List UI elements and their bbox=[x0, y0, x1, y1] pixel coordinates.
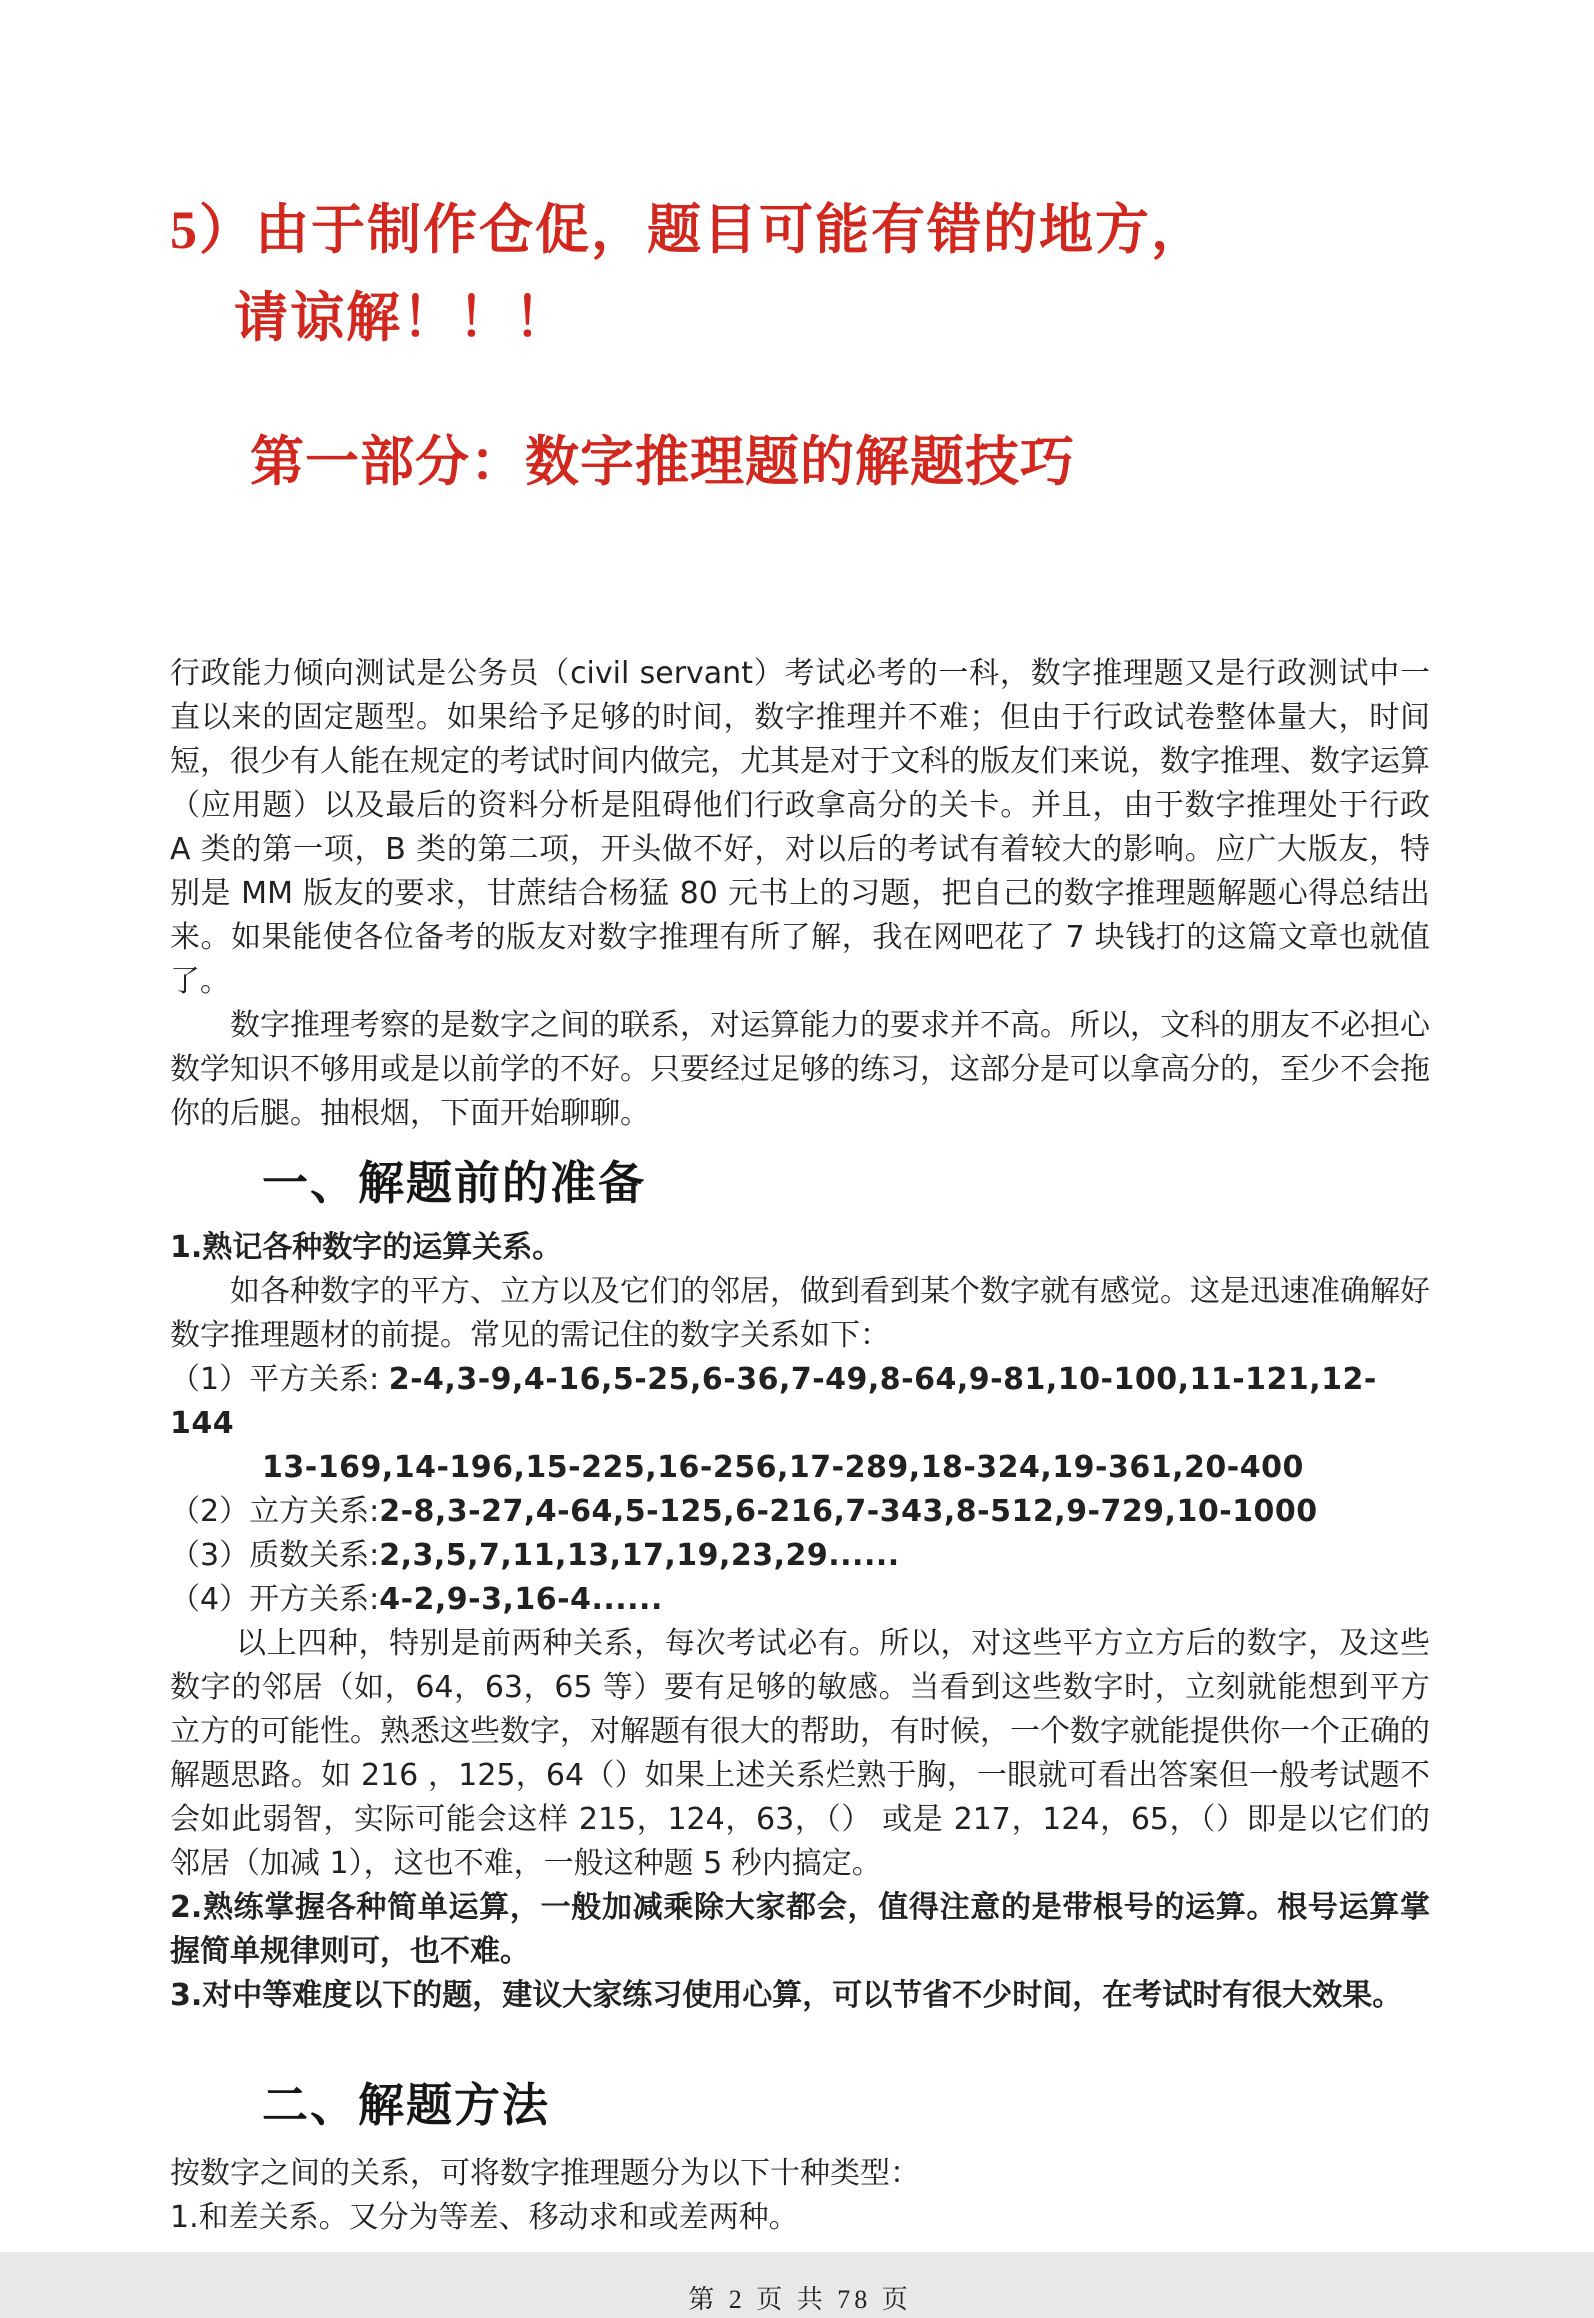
relation-label: （3）质数关系: bbox=[170, 1538, 380, 1573]
intro-paragraph-2: 数字推理考察的是数字之间的联系，对运算能力的要求并不高。所以，文科的朋友不必担心数学知识不够用或是以前学的不好。只要经过足够的练习，这部分是可以拿高分的，至少不会拖你的后腿。抽根烟，下面开始聊聊。 bbox=[170, 1008, 1430, 1131]
relation-label: （4）开方关系: bbox=[170, 1582, 380, 1617]
relation-row-roots bbox=[170, 1578, 1430, 1622]
intro-paragraph-1: 行政能力倾向测试是公务员（civil servant）考试必考的一科，数字推理题又是行政测试中一直以来的固定题型。如果给予足够的时间，数字推理并不难；但由于行政试卷整体量大，时间短，很少有人能在规定的考试时间内做完，尤其是对于文科的版友们来说，数字推理、数字运算（应用题）以及最后的资料分析是阻碍他们行政拿高分的关卡。并且，由于数字推理处于行政 A 类的第一项，B 类的第二项，开头做不好，对以后的考试有着较大的影响。应广大版友，特别是 MM 版友的要求，甘蔗结合杨猛 80 元书上的习题，把自己的数字推理题解题心得总结出来。如果能使各位备考的版友对数字推理有所了解，我在网吧花了 7 块钱打的这篇文章也就值了。 bbox=[170, 656, 1430, 999]
notice-line-1: 5）由于制作仓促，题目可能有错的地方， bbox=[170, 200, 1207, 260]
relation-values: 2,3,5,7,11,13,17,19,23,29...... bbox=[379, 1538, 900, 1573]
section-2-item-1: 1.和差关系。又分为等差、移动求和或差两种。 bbox=[170, 2200, 799, 2235]
item-1-title: 1.熟记各种数字的运算关系。 bbox=[170, 1230, 563, 1265]
section-2-heading: 二、解题方法 bbox=[262, 2078, 550, 2132]
item-1-intro: 如各种数字的平方、立方以及它们的邻居，做到看到某个数字就有感觉。这是迅速准确解好数字推理题材的前提。常见的需记住的数字关系如下： bbox=[170, 1274, 1430, 1353]
relation-values: 2-8,3-27,4-64,5-125,6-216,7-343,8-512,9-729,10-1000 bbox=[379, 1494, 1318, 1529]
page-number: 第 2 页 共 78 页 bbox=[688, 2285, 912, 2314]
item-1-summary: 以上四种，特别是前两种关系，每次考试必有。所以，对这些平方立方后的数字，及这些数字的邻居（如，64，63，65 等）要有足够的敏感。当看到这些数字时，立刻就能想到平方立方的可能性。熟悉这些数字，对解题有很大的帮助，有时候，一个数字就能提供你一个正确的解题思路。如 216 ，125，64（）如果上述关系烂熟于胸，一眼就可看出答案但一般考试题不会如此弱智，实际可能会这样 215，124，63，（） 或是 217，124，65，（）即是以它们的邻居（加减 1），这也不难，一般这种题 5 秒内搞定。 bbox=[170, 1626, 1430, 1881]
relation-label: （2）立方关系: bbox=[170, 1494, 380, 1529]
section-1-heading: 一、解题前的准备 bbox=[262, 1156, 646, 1210]
notice-line-2: 请谅解！！！ bbox=[234, 288, 570, 348]
relation-values: 4-2,9-3,16-4...... bbox=[379, 1582, 663, 1617]
relation-row-cubes bbox=[170, 1490, 1430, 1534]
section-2-intro: 按数字之间的关系，可将数字推理题分为以下十种类型： bbox=[170, 2156, 920, 2191]
relation-label: （1）平方关系: bbox=[170, 1362, 389, 1397]
part-title: 第一部分：数字推理题的解题技巧 bbox=[250, 432, 1075, 492]
item-2-text: 2.熟练掌握各种简单运算，一般加减乘除大家都会，值得注意的是带根号的运算。根号运算掌握简单规律则可，也不难。 bbox=[170, 1890, 1430, 1969]
relation-row-squares bbox=[170, 1358, 1430, 1446]
notice-heading bbox=[170, 186, 1430, 362]
relation-values: 2-4,3-9,4-16,5-25,6-36,7-49,8-64,9-81,10-100,11-121,12-144 bbox=[170, 1362, 1377, 1441]
relation-row-squares-continuation: 13-169,14-196,15-225,16-256,17-289,18-324,19-361,20-400 bbox=[262, 1450, 1304, 1485]
item-3-text: 3.对中等难度以下的题，建议大家练习使用心算，可以节省不少时间，在考试时有很大效果。 bbox=[170, 1978, 1403, 2013]
relation-row-primes bbox=[170, 1534, 1430, 1578]
